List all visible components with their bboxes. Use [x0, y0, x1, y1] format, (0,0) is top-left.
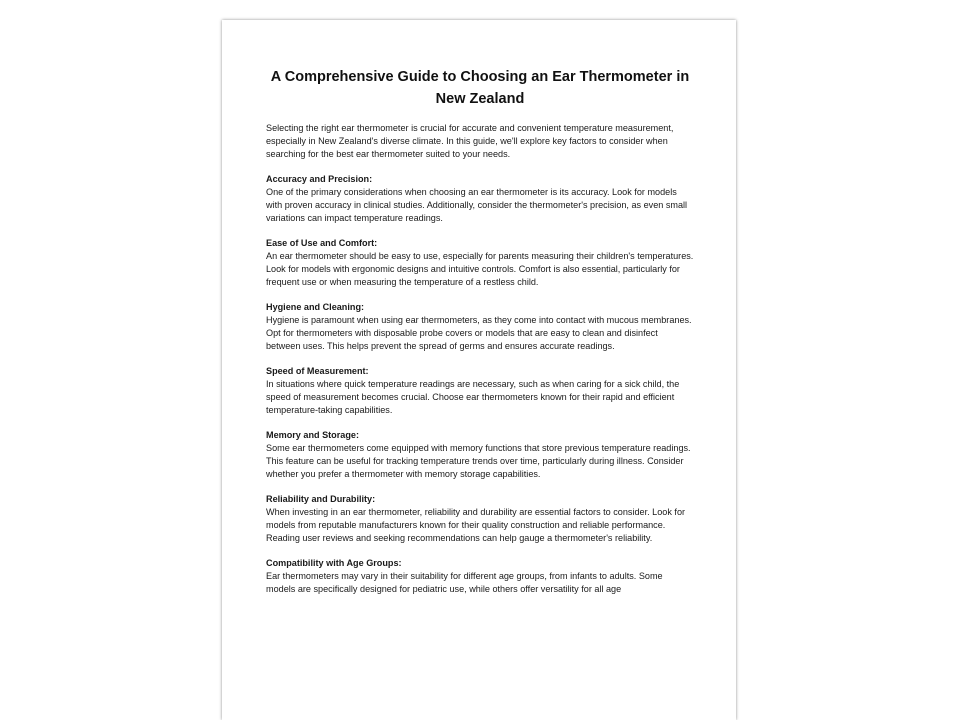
section-hygiene	[266, 301, 694, 352]
section-heading: Reliability and Durability:	[266, 494, 376, 505]
section-memory	[266, 429, 694, 480]
section-heading: Accuracy and Precision:	[266, 174, 373, 185]
section-ease-of-use	[266, 237, 694, 288]
section-body: An ear thermometer should be easy to use, especially for parents measuring their children's temperatures. Look for models with ergonomic designs and intuitive controls. Comfort is also essential, particularly for frequent use or when measuring the temperature of a restless child.	[266, 250, 694, 287]
document-page	[222, 20, 736, 720]
section-age-groups	[266, 557, 694, 595]
section-body: When investing in an ear thermometer, reliability and durability are essential factors to consider. Look for models from reputable manufacturers known for their quality construction and reliable performance. Reading user reviews and seeking recommendations can help gauge a thermometer's reliability.	[266, 506, 686, 543]
section-body: In situations where quick temperature readings are necessary, such as when caring for a sick child, the speed of measurement becomes crucial. Choose ear thermometers known for their rapid and efficient temperature-taking capabilities.	[266, 378, 680, 415]
section-heading: Compatibility with Age Groups:	[266, 558, 402, 569]
section-heading: Memory and Storage:	[266, 430, 359, 441]
section-heading: Speed of Measurement:	[266, 366, 369, 377]
intro-paragraph: Selecting the right ear thermometer is crucial for accurate and convenient temperature measurement, especially in New Zealand's diverse climate. In this guide, we'll explore key factors to consider when searching for the best ear thermometer suited to your needs.	[266, 123, 674, 159]
section-speed	[266, 365, 694, 416]
document-title: A Comprehensive Guide to Choosing an Ear Thermometer in New Zealand	[270, 69, 690, 107]
section-reliability	[266, 493, 694, 544]
section-accuracy	[266, 173, 694, 224]
section-heading: Hygiene and Cleaning:	[266, 302, 365, 313]
section-body: Ear thermometers may vary in their suitability for different age groups, from infants to adults. Some models are specifically designed for pediatric use, while others offer versatility for all age	[266, 570, 663, 594]
document-content	[266, 66, 694, 608]
section-body: Hygiene is paramount when using ear thermometers, as they come into contact with mucous membranes. Opt for thermometers with disposable probe covers or models that are easy to clean and disinfect between uses. This helps prevent the spread of germs and ensures accurate readings.	[266, 314, 692, 351]
section-body: One of the primary considerations when choosing an ear thermometer is its accuracy. Look for models with proven accuracy in clinical studies. Additionally, consider the thermometer's precision, as even small variations can impact temperature readings.	[266, 186, 688, 223]
section-body: Some ear thermometers come equipped with memory functions that store previous temperature readings. This feature can be useful for tracking temperature trends over time, particularly during illness. Consider whether you prefer a thermometer with memory storage capabilities.	[266, 442, 691, 479]
section-heading: Ease of Use and Comfort:	[266, 238, 378, 249]
